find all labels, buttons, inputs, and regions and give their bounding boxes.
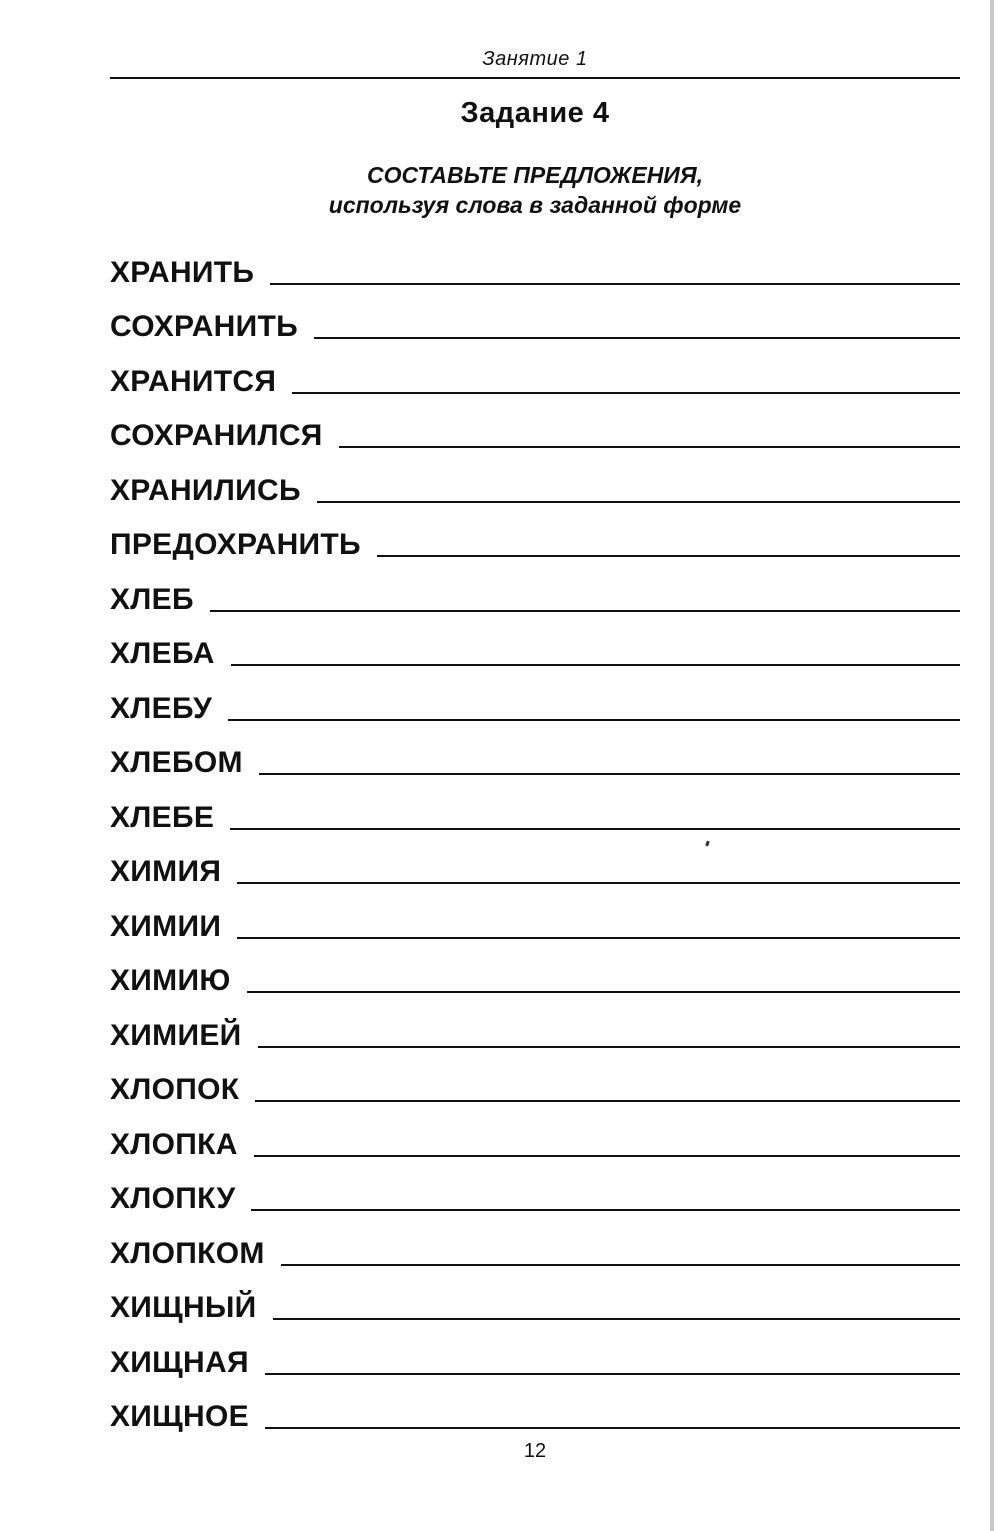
word-row (110, 1328, 960, 1383)
word-list (110, 238, 960, 1437)
word-label: ХИЩНАЯ (110, 1345, 249, 1379)
word-label: ХЛЕБОМ (110, 746, 243, 779)
word-label: ХЛОПКА (110, 1127, 238, 1161)
answer-line[interactable] (237, 937, 960, 939)
word-row (110, 783, 960, 838)
word-row (110, 1165, 960, 1220)
answer-line[interactable] (314, 337, 960, 339)
answer-line[interactable] (281, 1264, 960, 1266)
instruction-line-2: используя слова в заданной форме (328, 192, 742, 218)
answer-line[interactable] (210, 610, 960, 612)
answer-line[interactable] (251, 1209, 960, 1211)
task-title: Задание 4 (460, 97, 610, 129)
answer-line[interactable] (270, 283, 960, 285)
answer-line[interactable] (228, 719, 960, 721)
word-row (110, 456, 960, 511)
word-label: ХЛЕБ (110, 582, 194, 616)
word-label: ХЛЕБЕ (110, 800, 215, 834)
answer-line[interactable] (255, 1100, 960, 1102)
word-label: ХИМИЕЙ (110, 1018, 242, 1052)
word-label: ХИМИИ (110, 909, 222, 943)
word-row (110, 347, 960, 402)
page-edge (990, 0, 994, 1531)
answer-line[interactable] (237, 882, 960, 884)
word-row (110, 1274, 960, 1329)
word-row (110, 1056, 960, 1111)
word-label: ХРАНИЛИСЬ (110, 473, 301, 507)
word-row (110, 511, 960, 566)
word-label: ХЛОПОК (110, 1073, 240, 1106)
word-label: ХИЩНОЕ (110, 1400, 249, 1433)
page-number: 12 (523, 1440, 547, 1462)
word-row (110, 947, 960, 1002)
answer-line[interactable] (254, 1155, 960, 1157)
answer-line[interactable] (317, 501, 960, 503)
word-row (110, 1110, 960, 1165)
word-label: ПРЕДОХРАНИТЬ (110, 528, 361, 561)
word-label: ХРАНИТЬ (110, 255, 255, 289)
word-label: ХЛОПКУ (110, 1182, 236, 1215)
answer-line[interactable] (247, 991, 960, 993)
word-label: ХРАНИТСЯ (110, 364, 277, 398)
answer-line[interactable] (265, 1373, 960, 1375)
word-row (110, 1001, 960, 1056)
answer-line[interactable] (258, 1046, 961, 1048)
answer-line[interactable] (259, 773, 960, 775)
word-row (110, 293, 960, 348)
word-label: ХИМИЯ (110, 855, 222, 888)
word-label: ХЛЕБУ (110, 691, 213, 725)
header-rule (110, 77, 960, 79)
word-row (110, 838, 960, 893)
task-instruction (110, 160, 960, 220)
word-label: ХЛЕБА (110, 637, 215, 670)
word-row (110, 238, 960, 293)
answer-line[interactable] (231, 664, 960, 666)
answer-line[interactable] (377, 555, 960, 557)
word-label: ХИЩНЫЙ (110, 1291, 257, 1324)
word-label: ХЛОПКОМ (110, 1236, 265, 1270)
word-row (110, 1219, 960, 1274)
word-row (110, 892, 960, 947)
word-row (110, 674, 960, 729)
word-row (110, 1383, 960, 1438)
word-label: СОХРАНИТЬ (110, 310, 298, 343)
instruction-line-1: СОСТАВЬТЕ ПРЕДЛОЖЕНИЯ, (366, 162, 703, 188)
word-row (110, 620, 960, 675)
answer-line[interactable] (292, 392, 960, 394)
word-row (110, 729, 960, 784)
word-label: СОХРАНИЛСЯ (110, 419, 323, 452)
word-label: ХИМИЮ (110, 964, 231, 997)
answer-line[interactable] (230, 828, 960, 830)
answer-line[interactable] (339, 446, 960, 448)
answer-line[interactable] (265, 1427, 960, 1429)
word-row (110, 402, 960, 457)
answer-line[interactable] (273, 1318, 960, 1320)
word-row (110, 565, 960, 620)
running-header: Занятие 1 (482, 48, 588, 70)
